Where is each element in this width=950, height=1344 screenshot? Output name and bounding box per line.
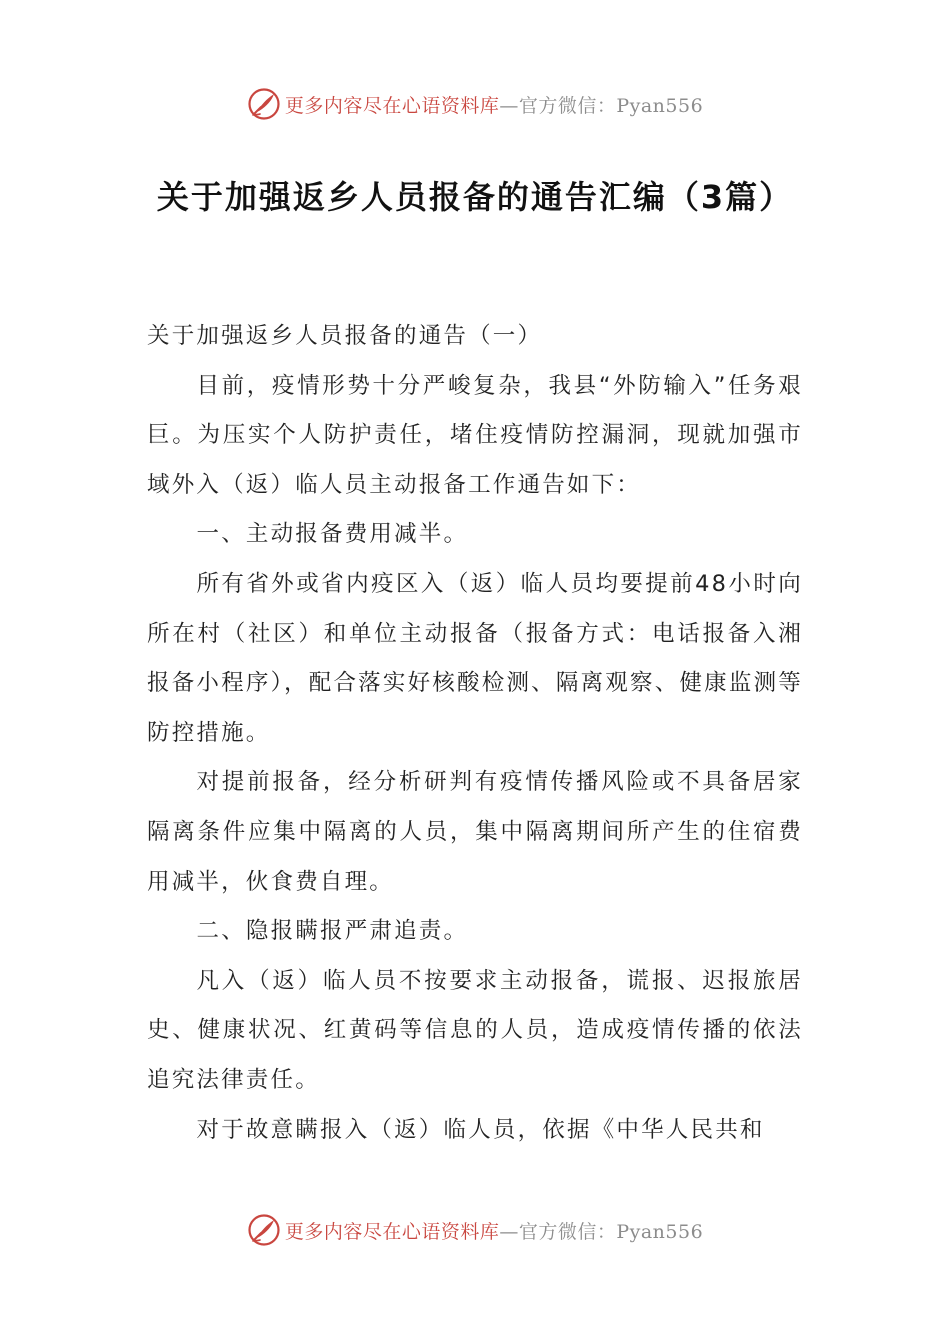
subheading: 一、主动报备费用减半。 xyxy=(196,521,469,548)
footer-banner xyxy=(0,1210,950,1250)
paragraph: 对于故意瞒报入（返）临人员，依据《中华人民共和 xyxy=(196,1116,765,1143)
quill-pen-logo-icon xyxy=(247,87,281,121)
quill-pen-logo-icon xyxy=(247,1213,281,1247)
subheading: 二、隐报瞒报严肃追责。 xyxy=(196,918,469,945)
header-banner xyxy=(0,84,950,124)
banner-text-red: 更多内容尽在心语资料库 xyxy=(284,94,500,117)
section-heading: 关于加强返乡人员报备的通告（一） xyxy=(147,323,543,349)
document-body xyxy=(147,312,803,1155)
paragraph: 所有省外或省内疫区入（返）临人员均要提前48小时向所在村（社区）和单位主动报备（报备方式：电话报备入湘报备小程序），配合落实好核酸检测、隔离观察、健康监测等防控措施。 xyxy=(147,570,803,746)
banner-text-grey: —官方微信：Pyan556 xyxy=(499,94,704,117)
banner-text xyxy=(285,1217,703,1244)
paragraph: 目前，疫情形势十分严峻复杂，我县“外防输入”任务艰巨。为压实个人防护责任，堵住疫情防控漏洞，现就加强市域外入（返）临人员主动报备工作通告如下： xyxy=(147,372,803,498)
banner-text-grey: —官方微信：Pyan556 xyxy=(499,1220,704,1243)
banner-text-red: 更多内容尽在心语资料库 xyxy=(284,1220,500,1243)
paragraph: 凡入（返）临人员不按要求主动报备，谎报、迟报旅居史、健康状况、红黄码等信息的人员，造成疫情传播的依法追究法律责任。 xyxy=(147,967,803,1093)
banner-text xyxy=(285,91,703,118)
document-title: 关于加强返乡人员报备的通告汇编（3篇） xyxy=(156,178,794,216)
paragraph: 对提前报备，经分析研判有疫情传播风险或不具备居家隔离条件应集中隔离的人员，集中隔离期间所产生的住宿费用减半，伙食费自理。 xyxy=(147,769,803,895)
